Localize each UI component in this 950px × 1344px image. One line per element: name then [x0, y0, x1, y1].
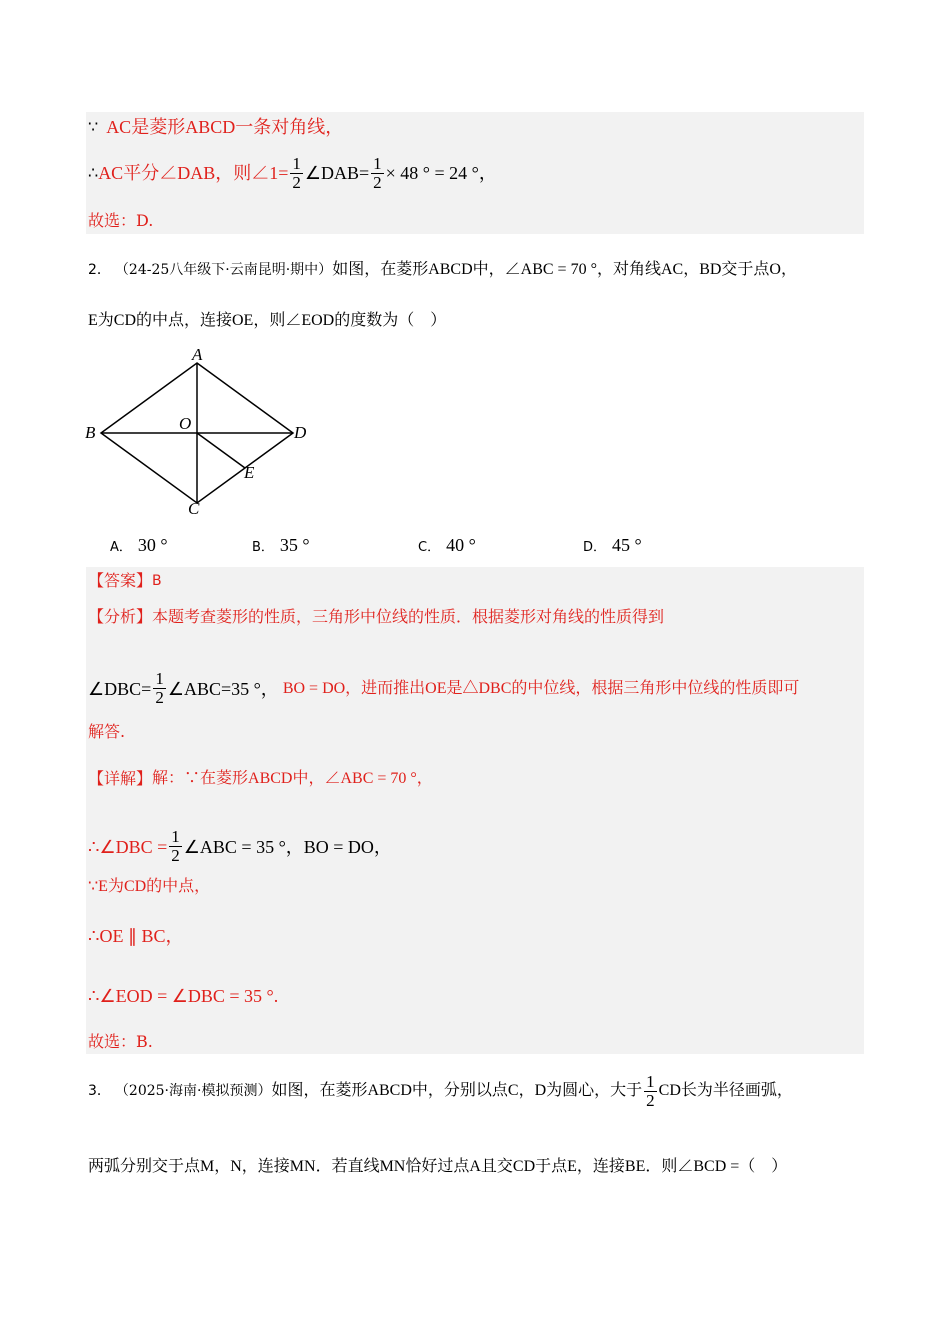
segment-oe — [197, 433, 245, 468]
analysis-line2-b: ∠ABC=35 °， — [167, 678, 279, 699]
detail-text-line4: ∴OE ∥ BC， — [88, 926, 184, 946]
question3-source: （2025·海南·模拟预测） — [114, 1083, 272, 1099]
answer2-choice — [88, 1031, 862, 1053]
option-a-label: A． — [110, 540, 132, 555]
label-b: B — [85, 423, 96, 442]
answer2-shade — [86, 567, 864, 1054]
question2-number: 2． — [88, 262, 111, 278]
prev-solution-line2-a: AC平分∠DAB，则∠1= — [98, 163, 289, 183]
analysis-line2 — [88, 670, 862, 707]
question3-line2 — [88, 1156, 862, 1178]
analysis-fraction — [153, 670, 166, 707]
detail-line1 — [88, 768, 862, 790]
prev-solution-line2 — [88, 153, 862, 192]
question3-fraction — [644, 1073, 657, 1110]
because-symbol: ∵ — [88, 117, 99, 136]
analysis-line1 — [88, 606, 862, 628]
option-b-label: B． — [252, 540, 274, 555]
detail-label: 【详解】 — [88, 769, 153, 788]
question2-source: （24-25八年级下·云南昆明·期中） — [114, 262, 333, 278]
label-o: O — [179, 414, 192, 433]
answer2-choice-text: 故选：B. — [88, 1032, 153, 1051]
prev-solution-line2-c: × 48 ° = 24 °， — [385, 163, 497, 183]
fraction-denominator: 2 — [171, 846, 180, 865]
option-c-label: C． — [418, 540, 441, 555]
analysis-line3 — [88, 721, 862, 743]
detail-line2 — [88, 828, 862, 865]
label-d: D — [294, 423, 307, 442]
question2-text-line1: 如图，在菱形ABCD中，∠ABC = 70 °，对角线AC，BD交于点O， — [332, 261, 797, 278]
analysis-line2-a: ∠DBC= — [88, 678, 152, 699]
detail-line5 — [88, 985, 862, 1007]
detail-text-line1: 解：∵在菱形ABCD中，∠ABC = 70 °， — [152, 770, 433, 787]
detail-line2-b: ∠ABC = 35 °，BO = DO， — [183, 836, 392, 857]
fraction-numerator: 1 — [171, 827, 180, 846]
fraction-numerator: 1 — [155, 669, 164, 688]
question2-line2 — [88, 310, 862, 332]
question3-text-line1-a: 如图，在菱形ABCD中，分别以点C，D为圆心，大于 — [271, 1082, 643, 1099]
prev-choice-text: 故选：D. — [88, 211, 154, 230]
detail-text-line3: ∵E为CD的中点， — [88, 878, 211, 895]
question2-text-line2: E为CD的中点，连接OE，则∠EOD的度数为（ ） — [88, 312, 447, 329]
question3-number: 3． — [88, 1083, 111, 1099]
fraction-half-1 — [290, 155, 303, 192]
option-a[interactable] — [110, 535, 168, 556]
analysis-line2-c: BO = DO，进而推出OE是△DBC的中位线，根据三角形中位线的性质即可 — [282, 679, 800, 697]
prev-solution-line2-b: ∠DAB= — [304, 163, 370, 183]
analysis-text-line3: 解答. — [88, 722, 126, 741]
fraction-denominator: 2 — [373, 172, 382, 192]
detail-line4 — [88, 925, 862, 947]
label-a: A — [192, 345, 203, 364]
analysis-text-line1: 本题考查菱形的性质，三角形中位线的性质．根据菱形对角线的性质得到 — [152, 607, 665, 626]
detail-line2-a: ∴∠DBC = — [88, 836, 168, 857]
question2-line1 — [88, 259, 862, 281]
answer2-line — [88, 570, 862, 592]
answer-value: B — [152, 573, 162, 589]
question3-text-line1-b: CD长为半径画弧， — [658, 1082, 793, 1099]
question3-text-line2: 两弧分别交于点M，N，连接MN．若直线MN恰好过点A且交CD于点E，连接BE．则∠BCD =（ ） — [88, 1158, 788, 1175]
prev-solution-choice — [88, 210, 862, 232]
analysis-label: 【分析】 — [88, 607, 153, 626]
option-b[interactable] — [252, 535, 310, 556]
therefore-symbol: ∴ — [88, 163, 99, 182]
label-c: C — [188, 499, 200, 518]
option-d[interactable] — [583, 535, 642, 556]
detail-text-line5: ∴∠EOD = ∠DBC = 35 °. — [88, 986, 279, 1006]
prev-solution-line1 — [88, 116, 862, 138]
fraction-numerator: 1 — [373, 153, 382, 173]
option-c[interactable] — [418, 535, 476, 556]
label-e: E — [244, 463, 255, 482]
rhombus-figure — [80, 345, 320, 520]
option-c-value: 40 ° — [446, 535, 476, 555]
option-a-value: 30 ° — [137, 535, 168, 555]
detail-fraction — [169, 828, 182, 865]
fraction-denominator: 2 — [155, 688, 164, 707]
detail-line3 — [88, 876, 862, 898]
fraction-numerator: 1 — [292, 153, 301, 173]
fraction-numerator: 1 — [646, 1071, 655, 1091]
option-d-label: D． — [583, 540, 607, 555]
option-b-value: 35 ° — [279, 535, 310, 555]
option-d-value: 45 ° — [612, 535, 642, 555]
fraction-denominator: 2 — [646, 1090, 655, 1110]
fraction-half-2 — [371, 155, 384, 192]
fraction-denominator: 2 — [292, 172, 301, 192]
answer-label: 【答案】 — [88, 571, 153, 590]
question3-line1 — [88, 1071, 862, 1110]
question2-options — [110, 535, 810, 557]
prev-solution-line1-text: AC是菱形ABCD一条对角线， — [106, 117, 344, 137]
